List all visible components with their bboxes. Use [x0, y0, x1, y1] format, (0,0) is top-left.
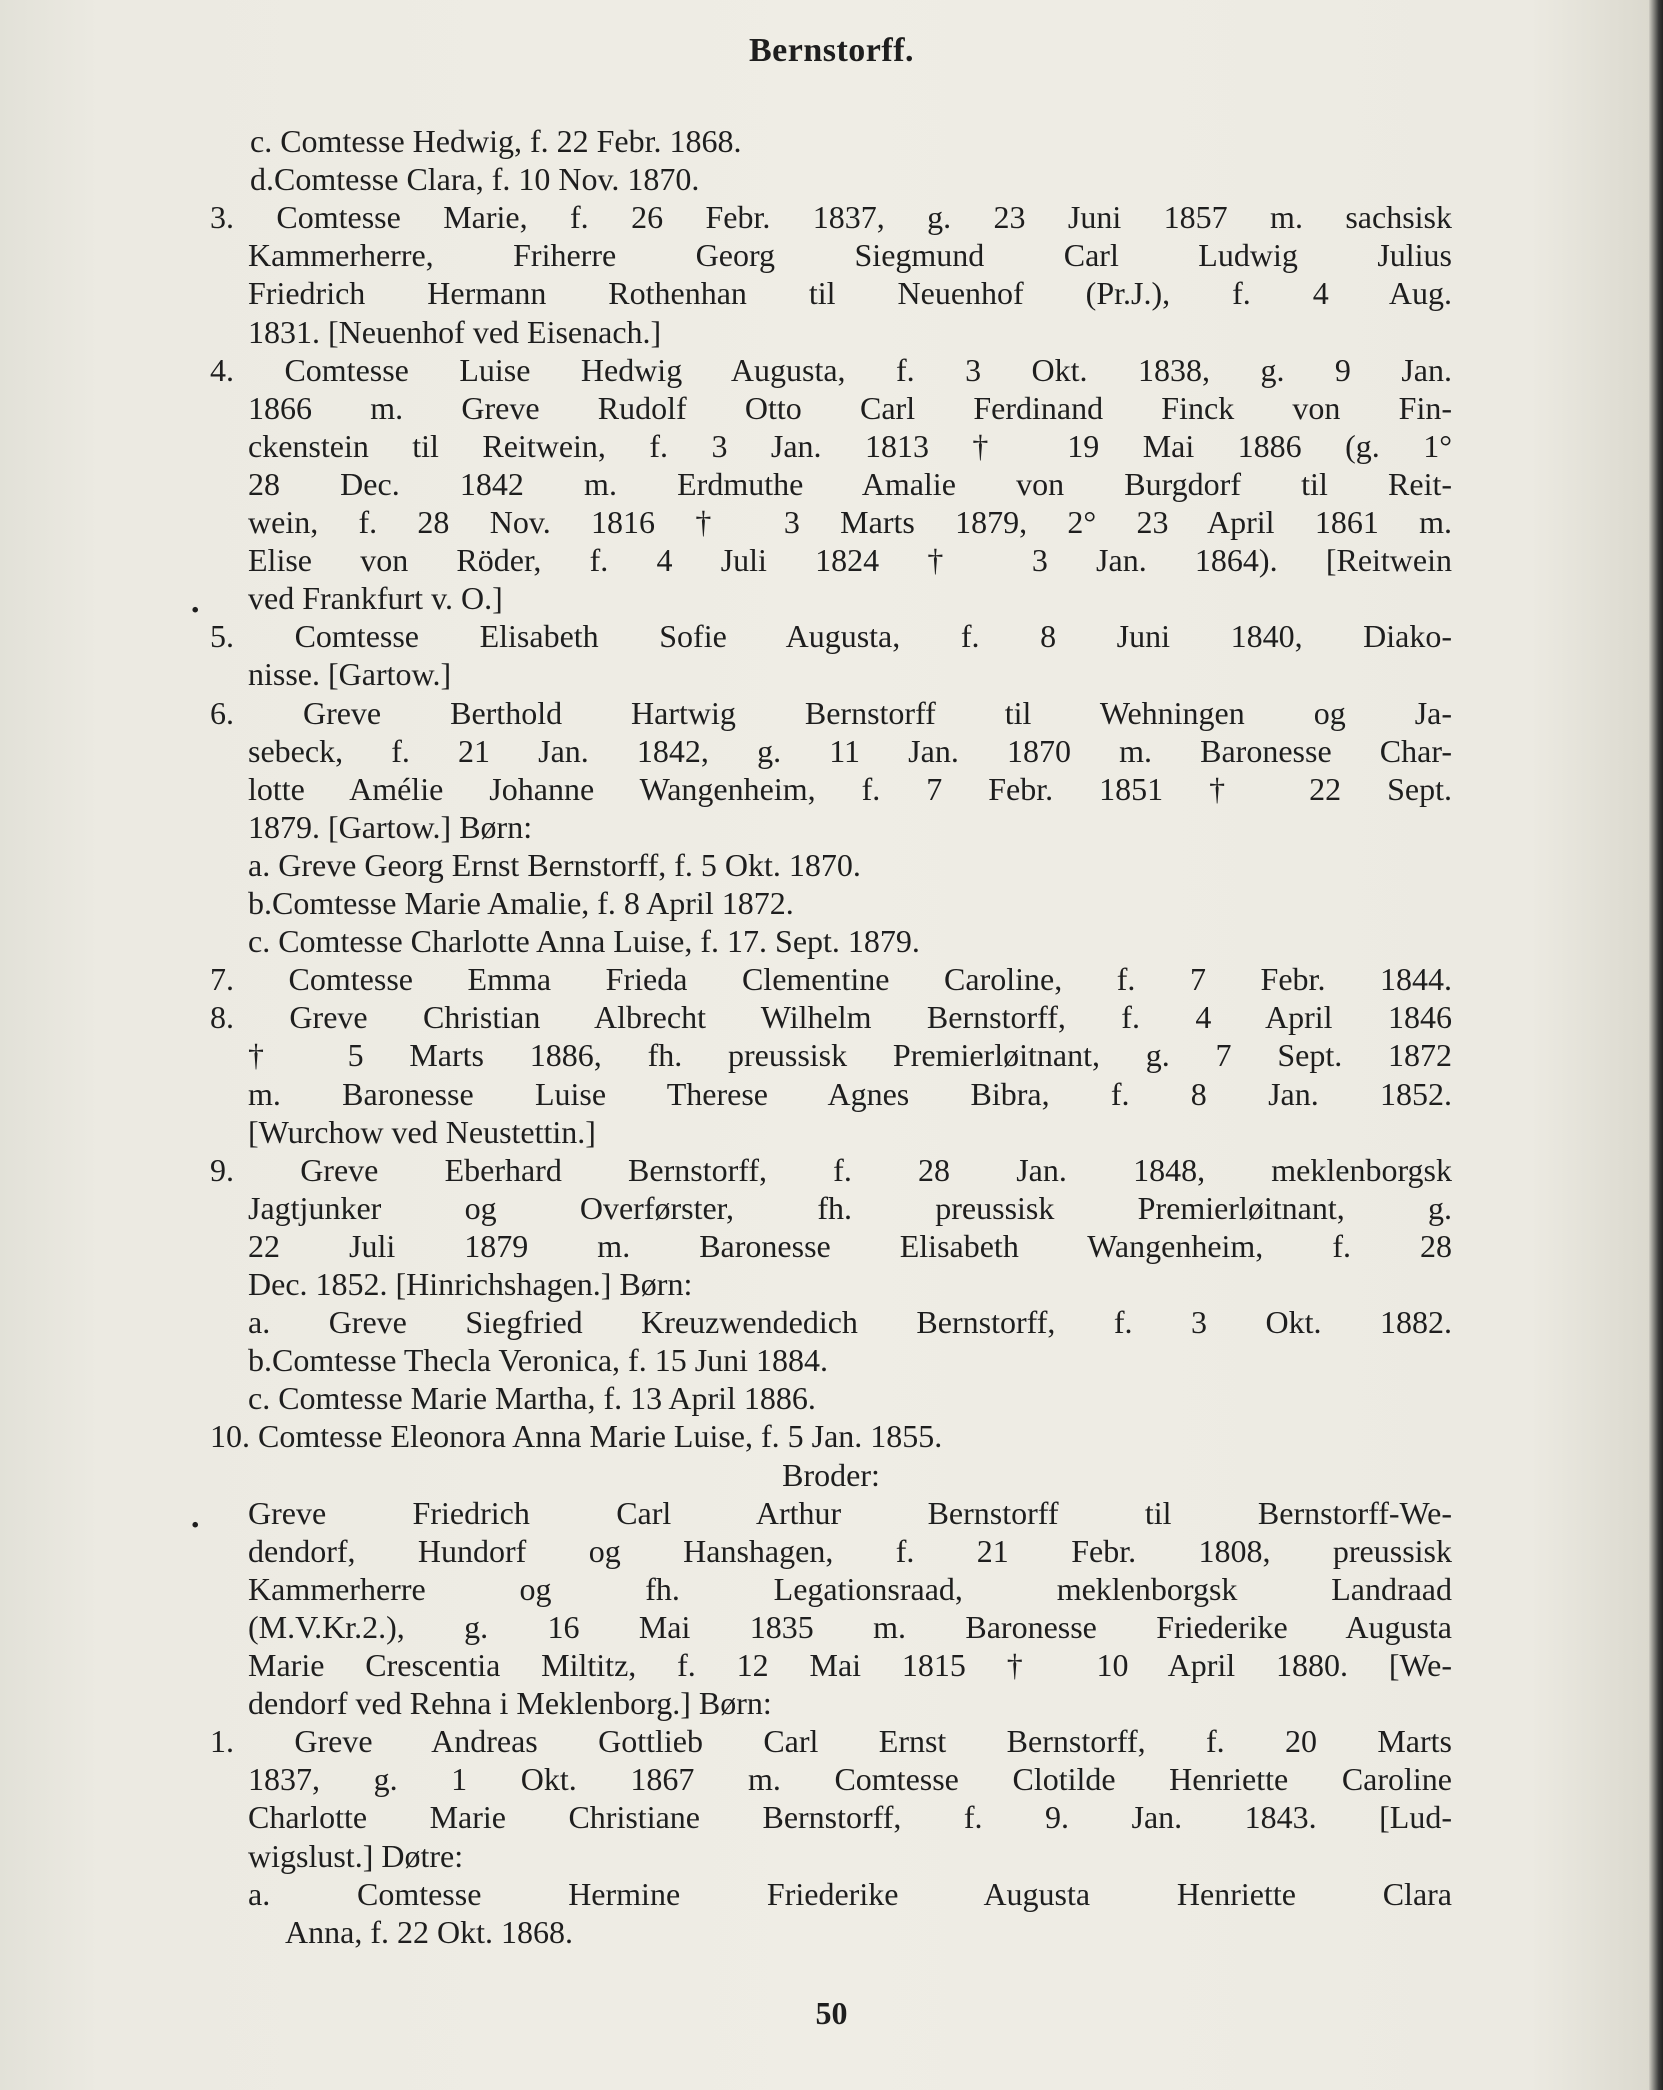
text-line: a. Greve Georg Ernst Bernstorff, f. 5 Okt. 1870.	[248, 847, 861, 883]
text-line: 5. Comtesse Elisabeth Sofie Augusta, f. 8 Juni 1840, Diako-	[210, 618, 1452, 654]
text-line: 1. Greve Andreas Gottlieb Carl Ernst Bernstorff, f. 20 Marts	[210, 1723, 1452, 1759]
text-line: 9. Greve Eberhard Bernstorff, f. 28 Jan. 1848, meklenborgsk	[210, 1152, 1452, 1188]
text-line: d.Comtesse Clara, f. 10 Nov. 1870.	[250, 161, 700, 197]
text-line: 3. Comtesse Marie, f. 26 Febr. 1837, g. 23 Juni 1857 m. sachsisk	[210, 199, 1452, 235]
text-line: dendorf, Hundorf og Hanshagen, f. 21 Febr. 1808, preussisk	[248, 1533, 1452, 1569]
text-line: 8. Greve Christian Albrecht Wilhelm Bernstorff, f. 4 April 1846	[210, 999, 1452, 1035]
text-line: b.Comtesse Thecla Veronica, f. 15 Juni 1884.	[248, 1342, 829, 1378]
text-line: wein, f. 28 Nov. 1816 † 3 Marts 1879, 2° 23 April 1861 m.	[248, 504, 1452, 540]
text-line: c. Comtesse Marie Martha, f. 13 April 1886.	[248, 1380, 816, 1416]
text-line: 1866 m. Greve Rudolf Otto Carl Ferdinand Finck von Fin-	[248, 390, 1452, 426]
text-line: (M.V.Kr.2.), g. 16 Mai 1835 m. Baronesse Friederike Augusta	[248, 1609, 1452, 1645]
text-line: ved Frankfurt v. O.]	[248, 580, 503, 616]
text-line: Kammerherre og fh. Legationsraad, meklenborgsk Landraad	[248, 1571, 1452, 1607]
text-line: dendorf ved Rehna i Meklenborg.] Børn:	[248, 1685, 772, 1721]
margin-mark: .	[190, 1500, 201, 1535]
text-line: c. Comtesse Charlotte Anna Luise, f. 17. Sept. 1879.	[248, 923, 920, 959]
running-header: Bernstorff.	[748, 32, 915, 69]
text-line: wigslust.] Døtre:	[248, 1838, 464, 1874]
text-line: Elise von Röder, f. 4 Juli 1824 † 3 Jan. 1864). [Reitwein	[248, 542, 1452, 578]
text-line: 28 Dec. 1842 m. Erdmuthe Amalie von Burgdorf til Reit-	[248, 466, 1452, 502]
text-line: nisse. [Gartow.]	[248, 656, 452, 692]
text-line: m. Baronesse Luise Therese Agnes Bibra, f. 8 Jan. 1852.	[248, 1076, 1452, 1112]
text-line: Dec. 1852. [Hinrichshagen.] Børn:	[248, 1266, 693, 1302]
text-line: Jagtjunker og Overførster, fh. preussisk Premierløitnant, g.	[248, 1190, 1452, 1226]
text-line: Friedrich Hermann Rothenhan til Neuenhof (Pr.J.), f. 4 Aug.	[248, 275, 1452, 311]
page-edge-shadow	[1649, 0, 1663, 2090]
page-number: 50	[815, 1995, 848, 2031]
text-line: c. Comtesse Hedwig, f. 22 Febr. 1868.	[250, 123, 742, 159]
text-line: Kammerherre, Friherre Georg Siegmund Carl Ludwig Julius	[248, 237, 1452, 273]
text-line: Anna, f. 22 Okt. 1868.	[285, 1914, 573, 1950]
text-line: 1831. [Neuenhof ved Eisenach.]	[248, 314, 662, 350]
text-line: 22 Juli 1879 m. Baronesse Elisabeth Wangenheim, f. 28	[248, 1228, 1452, 1264]
text-line: a. Greve Siegfried Kreuzwendedich Bernstorff, f. 3 Okt. 1882.	[248, 1304, 1452, 1340]
text-line: 1879. [Gartow.] Børn:	[248, 809, 533, 845]
text-line: Marie Crescentia Miltitz, f. 12 Mai 1815 † 10 April 1880. [We-	[248, 1647, 1452, 1683]
text-line: [Wurchow ved Neustettin.]	[248, 1114, 596, 1150]
text-line: 10. Comtesse Eleonora Anna Marie Luise, f. 5 Jan. 1855.	[210, 1418, 943, 1454]
text-line: 4. Comtesse Luise Hedwig Augusta, f. 3 Okt. 1838, g. 9 Jan.	[210, 352, 1452, 388]
text-line: a. Comtesse Hermine Friederike Augusta Henriette Clara	[248, 1876, 1452, 1912]
text-line: Charlotte Marie Christiane Bernstorff, f. 9. Jan. 1843. [Lud-	[248, 1799, 1452, 1835]
text-line: sebeck, f. 21 Jan. 1842, g. 11 Jan. 1870 m. Baronesse Char-	[248, 733, 1452, 769]
text-line: Broder:	[782, 1457, 880, 1493]
text-line: b.Comtesse Marie Amalie, f. 8 April 1872.	[248, 885, 794, 921]
text-line: † 5 Marts 1886, fh. preussisk Premierløitnant, g. 7 Sept. 1872	[248, 1037, 1452, 1073]
text-line: lotte Amélie Johanne Wangenheim, f. 7 Febr. 1851 † 22 Sept.	[248, 771, 1452, 807]
text-line: 7. Comtesse Emma Frieda Clementine Caroline, f. 7 Febr. 1844.	[210, 961, 1452, 997]
text-line: ckenstein til Reitwein, f. 3 Jan. 1813 † 19 Mai 1886 (g. 1°	[248, 428, 1452, 464]
text-line: Greve Friedrich Carl Arthur Bernstorff til Bernstorff-We-	[248, 1495, 1452, 1531]
margin-mark: .	[190, 585, 201, 620]
text-line: 1837, g. 1 Okt. 1867 m. Comtesse Clotilde Henriette Caroline	[248, 1761, 1452, 1797]
text-line: 6. Greve Berthold Hartwig Bernstorff til Wehningen og Ja-	[210, 695, 1452, 731]
